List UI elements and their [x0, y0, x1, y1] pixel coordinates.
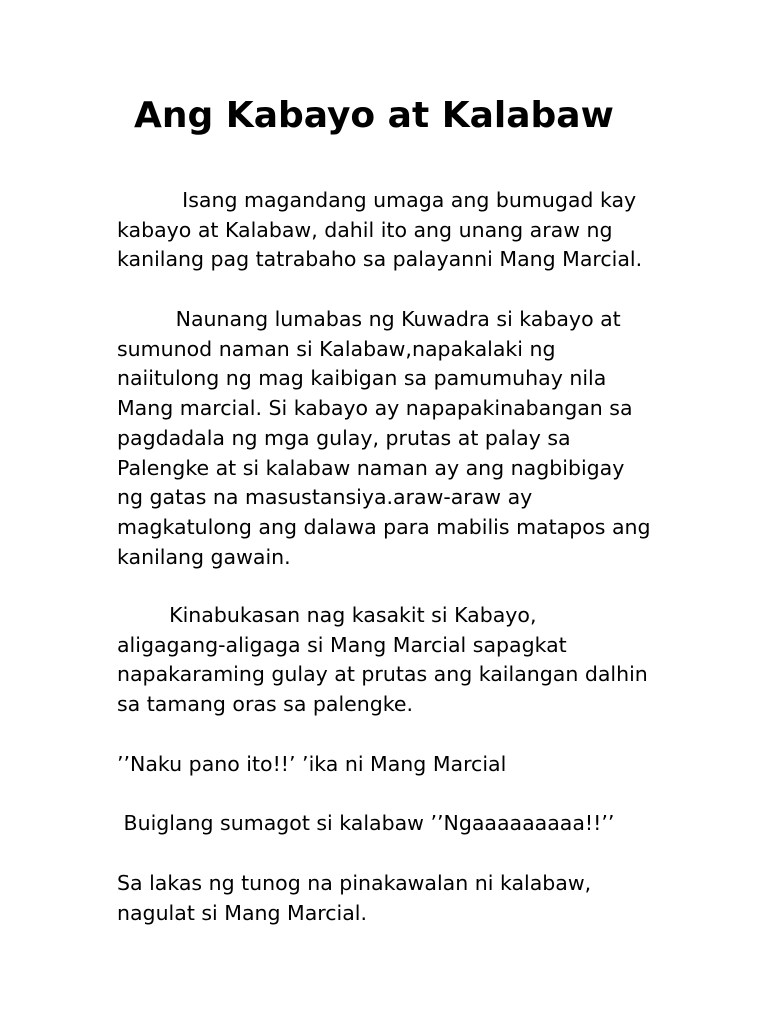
paragraph-line: Sa lakas ng tunog na pinakawalan ni kalabaw, [117, 871, 592, 895]
paragraph-line: Kinabukasan nag kasakit si Kabayo, [117, 603, 537, 627]
paragraph-line: ng gatas na masustansiya.araw-araw ay [117, 485, 533, 510]
paragraph-6 [117, 869, 591, 928]
paragraph-line: sa tamang oras sa palengke. [117, 692, 414, 717]
paragraph-2 [117, 305, 651, 572]
paragraph-line: pagdadala ng mga gulay, prutas at palay sa [117, 425, 571, 450]
paragraph-line: Palengke at si kalabaw naman ay ang nagbibigay [117, 455, 625, 480]
paragraph-5 [117, 809, 614, 839]
paragraph-3 [117, 601, 648, 720]
paragraph-line: nagulat si Mang Marcial. [117, 900, 368, 925]
paragraph-line: kanilang gawain. [117, 544, 291, 569]
paragraph-line: Buiglang sumagot si kalabaw ’’Ngaaaaaaaaa!!’’ [117, 811, 615, 835]
paragraph-line: sumunod naman si Kalabaw,napakalaki ng [117, 336, 556, 361]
document-title: Ang Kabayo at Kalabaw [134, 95, 614, 136]
paragraph-line: naiitulong ng mag kaibigan sa pamumuhay nila [117, 366, 607, 391]
paragraph-line: ’’Naku pano ito!!’ ’ika ni Mang Marcial [117, 752, 507, 776]
paragraph-line: aligagang-aligaga si Mang Marcial sapagkat [117, 632, 567, 657]
paragraph-line: Mang marcial. Si kabayo ay napapakinabangan sa [117, 396, 633, 421]
paragraph-line: kabayo at Kalabaw, dahil ito ang unang araw ng [117, 217, 613, 242]
paragraph-line: Isang magandang umaga ang bumugad kay [117, 188, 637, 212]
paragraph-4 [117, 750, 506, 780]
paragraph-line: magkatulong ang dalawa para mabilis matapos ang [117, 514, 651, 539]
paragraph-line: Naunang lumabas ng Kuwadra si kabayo at [117, 307, 621, 331]
paragraph-line: napakaraming gulay at prutas ang kailangan dalhin [117, 662, 648, 687]
paragraph-1 [117, 186, 642, 275]
paragraph-line: kanilang pag tatrabaho sa palayanni Mang Marcial. [117, 247, 643, 272]
